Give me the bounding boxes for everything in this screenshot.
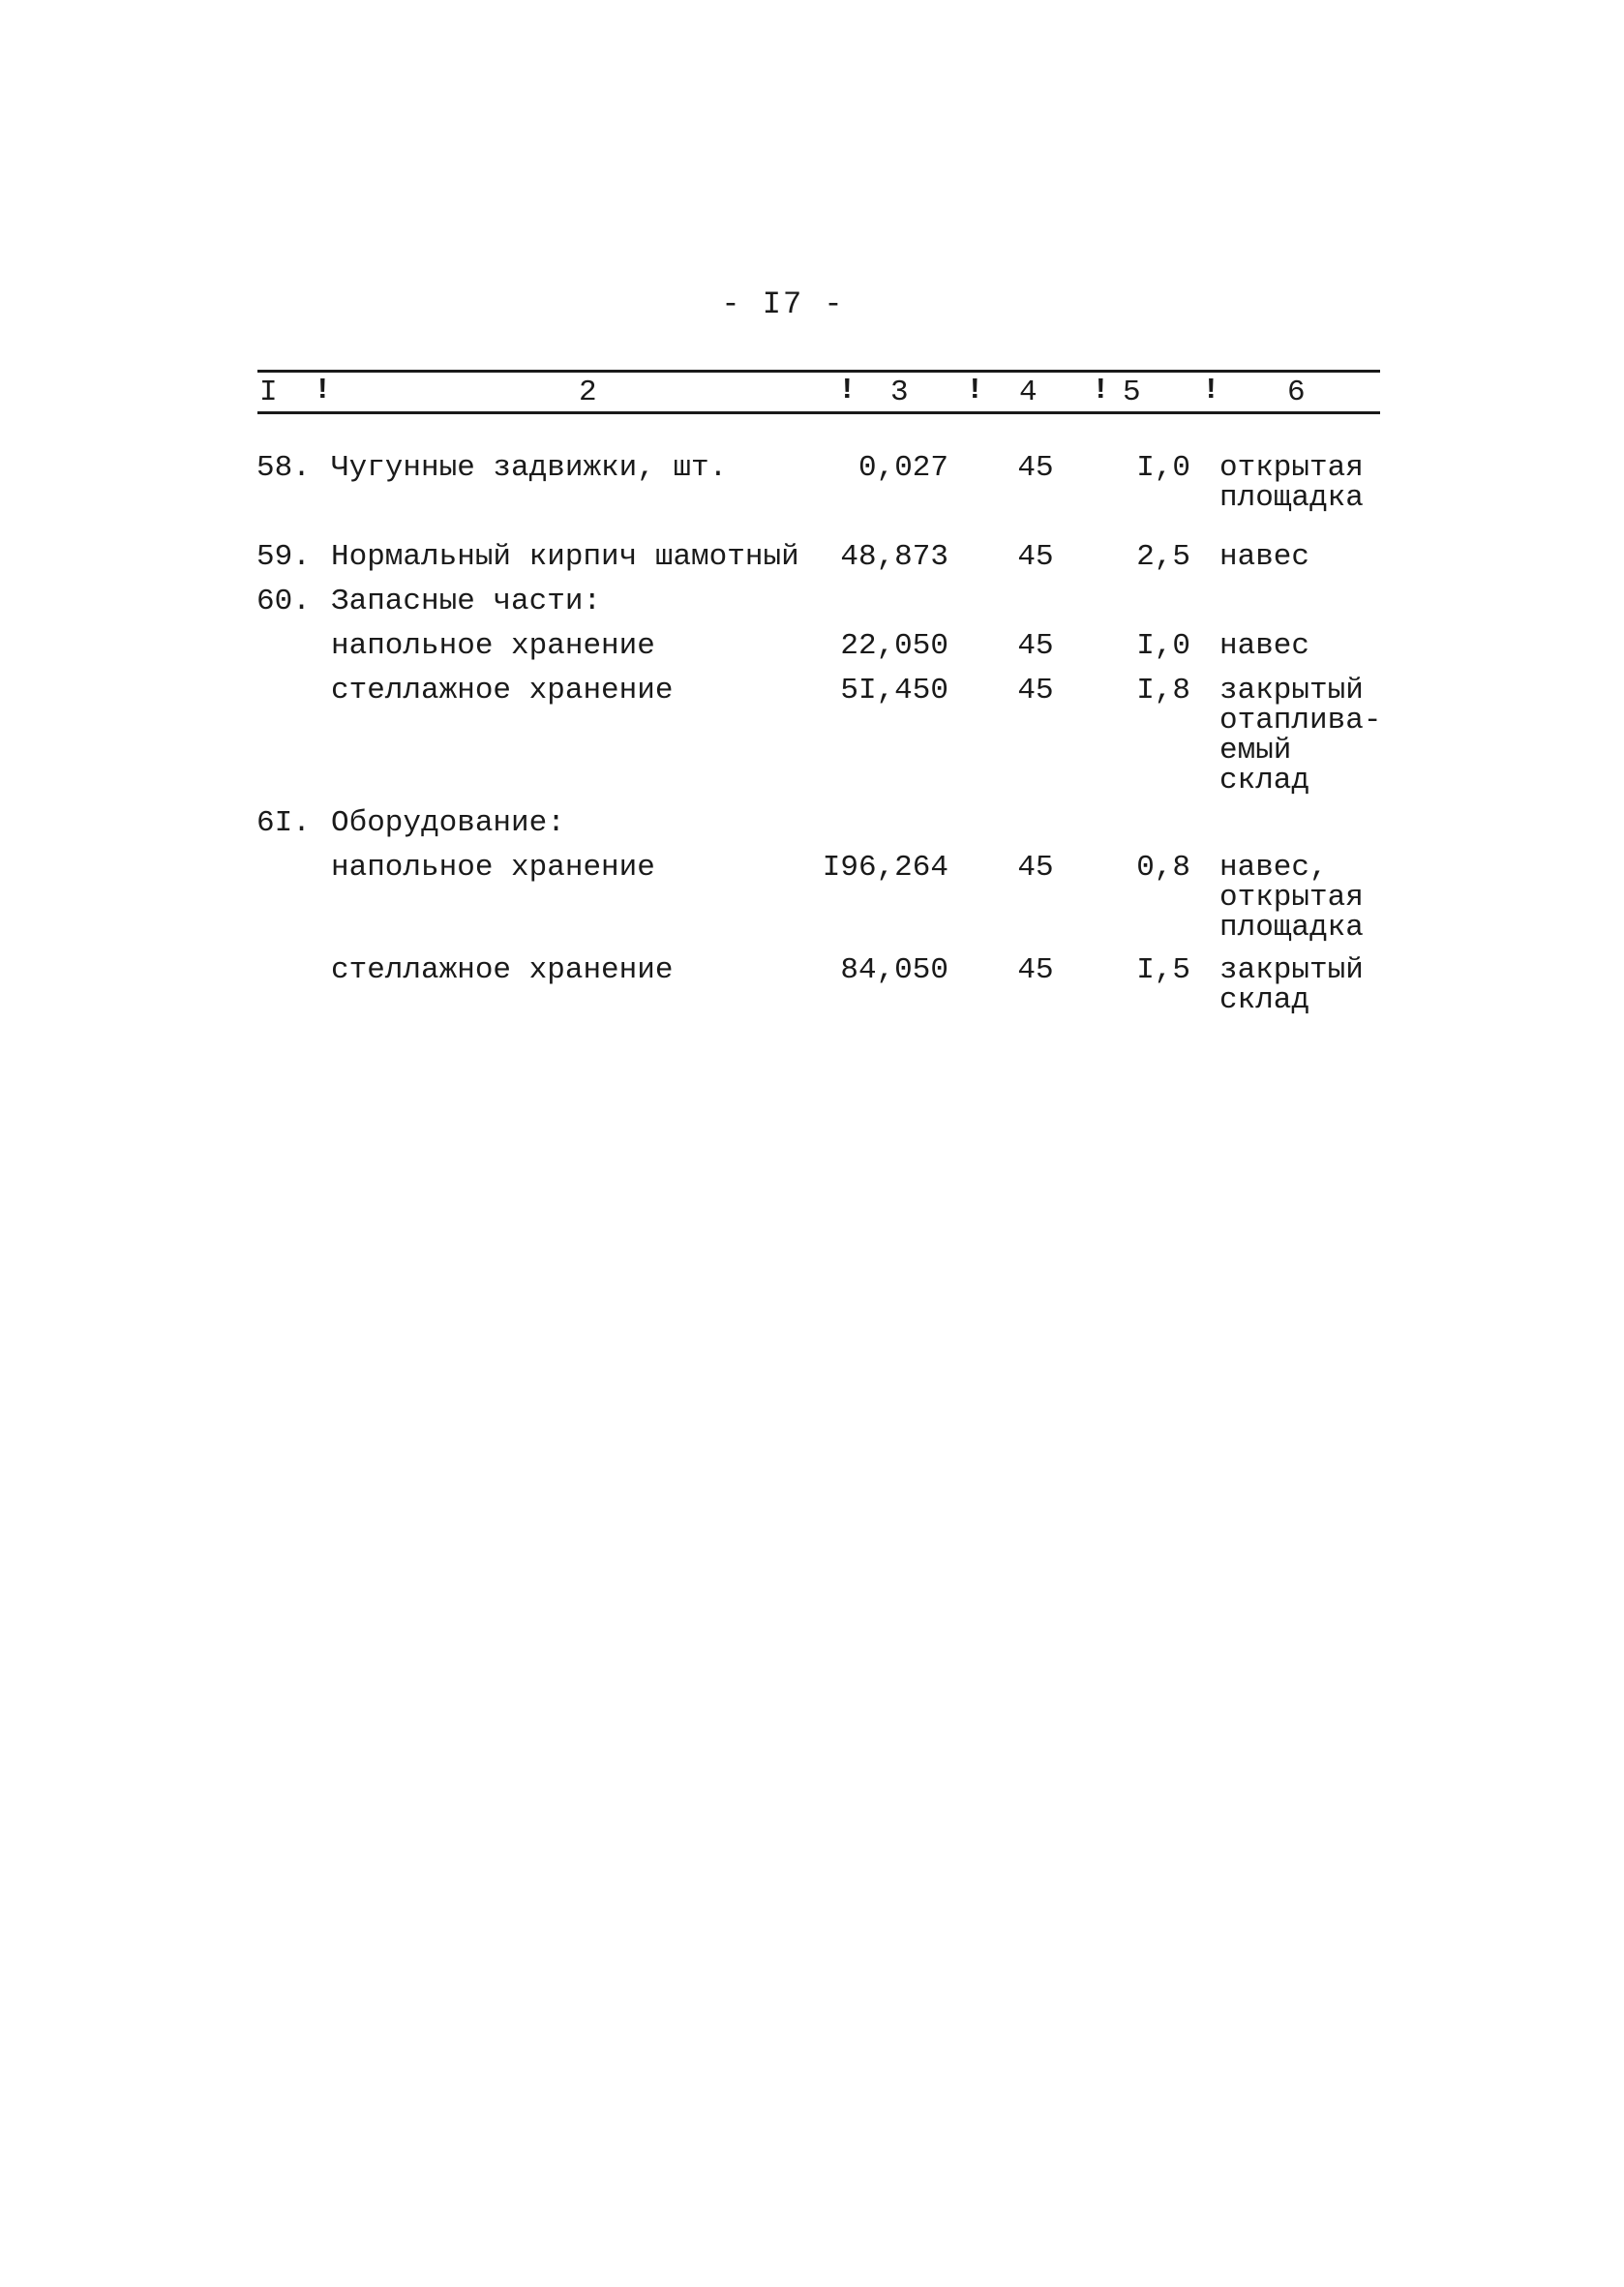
table-header-separator: ! [1202,374,1220,407]
table-header-separator: ! [314,374,332,407]
row-col5: I,0 [1136,629,1190,663]
table-header-col-6: 6 [1287,376,1306,409]
row-name: Оборудование: [331,806,565,840]
row-col3: 48,873 [840,540,948,574]
row-col4: 45 [1017,540,1054,574]
row-name: стеллажное хранение [331,953,674,987]
row-col4: 45 [1017,851,1054,885]
row-col6: навес [1219,540,1310,574]
row-name: напольное хранение [331,851,655,885]
row-col6: открытая площадка [1219,451,1364,515]
row-col3: I96,264 [822,851,948,885]
row-col6: навес, открытая площадка [1219,851,1364,945]
row-name: Запасные части: [331,585,602,618]
table-header-rule-top [257,370,1380,373]
table-header-col-1: I [259,376,278,409]
page-number: - I7 - [721,286,845,322]
table-header-rule-bottom [257,411,1380,414]
row-name: Нормальный кирпич шамотный [331,540,799,574]
row-col5: 0,8 [1136,851,1190,885]
row-col3: 5I,450 [840,674,948,707]
table-header-separator: ! [1092,374,1110,407]
row-col5: 2,5 [1136,540,1190,574]
row-number: 60. [256,585,311,618]
row-col3: 84,050 [840,953,948,987]
table-header-col-3: 3 [890,376,909,409]
row-col5: I,8 [1136,674,1190,707]
row-col3: 0,027 [857,451,948,485]
row-col6: навес [1219,629,1310,663]
row-col4: 45 [1017,629,1054,663]
row-col4: 45 [1017,674,1054,707]
row-col5: I,0 [1136,451,1190,485]
row-col6: закрытый отаплива- емый склад [1219,674,1382,797]
row-number: 6I. [256,806,311,840]
table-header-separator: ! [966,374,984,407]
table-header-col-4: 4 [1019,376,1038,409]
row-number: 59. [256,540,311,574]
row-name: Чугунные задвижки, шт. [331,451,728,485]
row-col3: 22,050 [840,629,948,663]
table-header-separator: ! [838,374,857,407]
row-col4: 45 [1017,953,1054,987]
row-col6: закрытый склад [1219,953,1364,1017]
table-header-col-2: 2 [579,376,597,409]
row-name: стеллажное хранение [331,674,674,707]
row-col4: 45 [1017,451,1054,485]
row-number: 58. [256,451,311,485]
row-name: напольное хранение [331,629,655,663]
table-header-col-5: 5 [1123,376,1141,409]
row-col5: I,5 [1136,953,1190,987]
